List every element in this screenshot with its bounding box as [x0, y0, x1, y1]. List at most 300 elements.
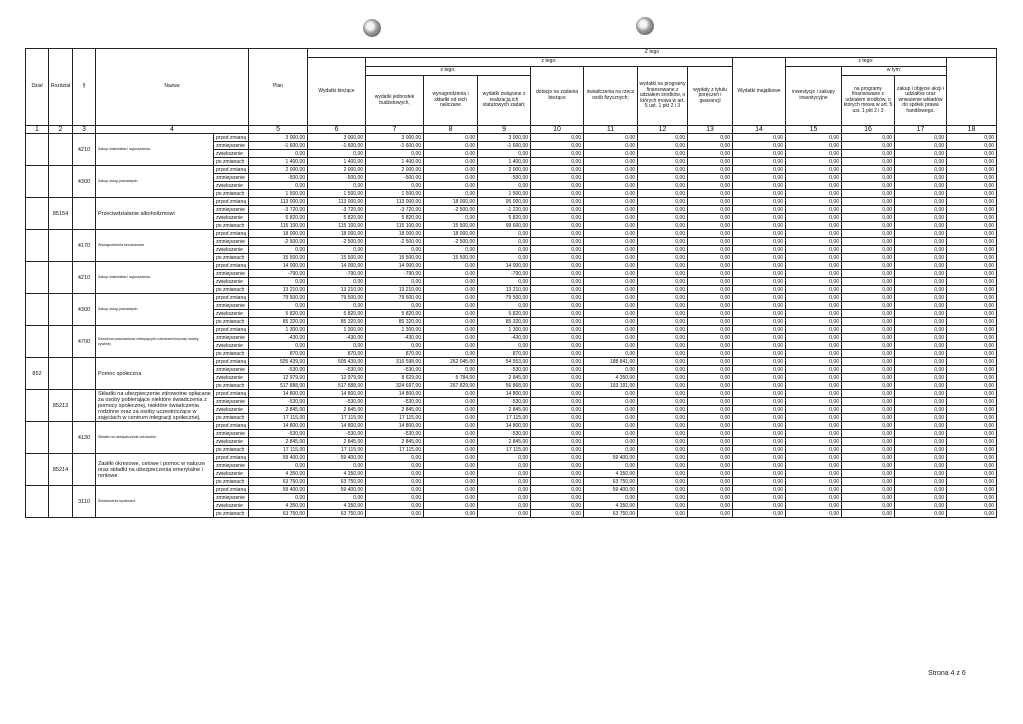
value-cell: 0,00 — [424, 366, 478, 374]
value-cell: 0,00 — [842, 326, 895, 334]
value-cell: 0,00 — [688, 278, 733, 286]
value-cell: 0,00 — [947, 238, 997, 246]
value-cell: 0,00 — [842, 150, 895, 158]
value-cell: 0,00 — [478, 246, 531, 254]
value-cell: 0,00 — [733, 134, 786, 142]
value-cell: 0,00 — [688, 294, 733, 302]
value-cell: 63 750,00 — [584, 510, 638, 518]
value-cell: 0,00 — [584, 238, 638, 246]
value-cell: 0,00 — [638, 366, 688, 374]
value-cell: 0,00 — [786, 398, 842, 406]
value-cell: 0,00 — [895, 318, 947, 326]
value-cell: 1 400,00 — [249, 158, 308, 166]
table-row — [26, 326, 997, 334]
value-cell: 15 500,00 — [424, 254, 478, 262]
value-cell: 0,00 — [531, 366, 584, 374]
value-cell: 17 115,00 — [366, 414, 424, 422]
value-cell: 0,00 — [842, 214, 895, 222]
value-cell: -1 600,00 — [366, 142, 424, 150]
value-cell: 0,00 — [842, 486, 895, 494]
value-cell: 0,00 — [842, 230, 895, 238]
value-cell: 0,00 — [531, 142, 584, 150]
value-cell: 0,00 — [366, 150, 424, 158]
value-cell: 0,00 — [842, 310, 895, 318]
value-cell: 0,00 — [531, 286, 584, 294]
value-cell: 0,00 — [947, 142, 997, 150]
column-number: 2 — [49, 126, 73, 134]
row-label: zwiększenie — [214, 214, 249, 222]
value-cell: 0,00 — [584, 246, 638, 254]
header-programy-majatkowe: na programy finansowane z udziałem środków, o których mowa w art. 5 ust. 1 pkt 2 i 3 — [842, 76, 895, 126]
value-cell: 0,00 — [424, 262, 478, 270]
header-z-tego-top: Z tego — [308, 49, 997, 58]
row-label: przed zmianą — [214, 422, 249, 430]
value-cell: 0,00 — [842, 358, 895, 366]
value-cell: 0,00 — [842, 430, 895, 438]
header-wydatki-majatkowe: Wydatki majątkowe — [733, 58, 786, 126]
value-cell: 0,00 — [638, 390, 688, 398]
value-cell: 0,00 — [638, 198, 688, 206]
row-label: po zmianach — [214, 190, 249, 198]
value-cell: 0,00 — [733, 294, 786, 302]
value-cell: 5 820,00 — [366, 214, 424, 222]
value-cell: 0,00 — [786, 166, 842, 174]
table-row — [26, 230, 997, 238]
value-cell: 0,00 — [308, 150, 366, 158]
value-cell: 0,00 — [688, 270, 733, 278]
value-cell: 0,00 — [688, 222, 733, 230]
value-cell: 0,00 — [842, 278, 895, 286]
value-cell: 0,00 — [688, 438, 733, 446]
value-cell: 0,00 — [531, 254, 584, 262]
value-cell: 5 820,00 — [308, 214, 366, 222]
row-label: po zmianach — [214, 350, 249, 358]
value-cell: 0,00 — [584, 286, 638, 294]
value-cell: 0,00 — [947, 446, 997, 454]
value-cell: 316 598,00 — [366, 358, 424, 366]
row-label: przed zmianą — [214, 294, 249, 302]
value-cell: 17 115,00 — [308, 414, 366, 422]
value-cell: 0,00 — [786, 206, 842, 214]
value-cell: 0,00 — [531, 238, 584, 246]
value-cell: 5 820,00 — [308, 310, 366, 318]
value-cell: 0,00 — [688, 238, 733, 246]
row-label: zmniejszenie — [214, 398, 249, 406]
row-label: zmniejszenie — [214, 174, 249, 182]
value-cell: 0,00 — [733, 430, 786, 438]
value-cell: 0,00 — [424, 318, 478, 326]
value-cell: 0,00 — [424, 446, 478, 454]
value-cell: 17 115,00 — [308, 446, 366, 454]
value-cell: 0,00 — [249, 342, 308, 350]
row-label: przed zmianą — [214, 326, 249, 334]
header-swiadczenia: świadczenia na rzecz osób fizycznych; — [584, 67, 638, 126]
value-cell: 0,00 — [308, 182, 366, 190]
rozdzial-cell — [49, 262, 73, 294]
header-dzial: Dział — [26, 49, 49, 126]
value-cell: 0,00 — [895, 510, 947, 518]
punch-hole-left — [363, 19, 381, 37]
value-cell: 0,00 — [638, 174, 688, 182]
value-cell: 0,00 — [584, 142, 638, 150]
value-cell: 0,00 — [688, 422, 733, 430]
value-cell: 0,00 — [895, 190, 947, 198]
value-cell: 0,00 — [786, 294, 842, 302]
value-cell: 0,00 — [531, 214, 584, 222]
value-cell: 0,00 — [895, 246, 947, 254]
value-cell: 0,00 — [531, 310, 584, 318]
paragraf-cell: 4210 — [73, 262, 96, 294]
dzial-cell — [26, 454, 49, 486]
value-cell: 0,00 — [638, 326, 688, 334]
value-cell: 0,00 — [638, 278, 688, 286]
value-cell: 0,00 — [638, 222, 688, 230]
column-number: 8 — [424, 126, 478, 134]
value-cell: 0,00 — [531, 166, 584, 174]
value-cell: 0,00 — [786, 390, 842, 398]
value-cell: 0,00 — [842, 454, 895, 462]
value-cell: 0,00 — [531, 134, 584, 142]
value-cell: 0,00 — [733, 438, 786, 446]
value-cell: 1 300,00 — [366, 326, 424, 334]
row-label: po zmianach — [214, 478, 249, 486]
value-cell: 0,00 — [424, 182, 478, 190]
value-cell: 2 845,00 — [366, 406, 424, 414]
value-cell: 0,00 — [842, 494, 895, 502]
value-cell: 0,00 — [531, 382, 584, 390]
value-cell: 0,00 — [531, 342, 584, 350]
value-cell: 0,00 — [688, 174, 733, 182]
value-cell: 15 500,00 — [424, 222, 478, 230]
value-cell: 0,00 — [895, 294, 947, 302]
value-cell: 0,00 — [366, 470, 424, 478]
rozdzial-cell — [49, 166, 73, 198]
value-cell: 0,00 — [584, 150, 638, 158]
name-cell: Zakup usług pozostałych — [96, 294, 214, 326]
value-cell: 0,00 — [308, 302, 366, 310]
value-cell: 0,00 — [733, 334, 786, 342]
value-cell: 0,00 — [688, 494, 733, 502]
value-cell: 0,00 — [424, 150, 478, 158]
value-cell: 0,00 — [895, 422, 947, 430]
value-cell: 0,00 — [584, 422, 638, 430]
value-cell: 113 000,00 — [249, 198, 308, 206]
value-cell: 0,00 — [688, 158, 733, 166]
dzial-cell — [26, 390, 49, 422]
value-cell: 0,00 — [786, 422, 842, 430]
value-cell: 0,00 — [733, 494, 786, 502]
value-cell: 0,00 — [638, 310, 688, 318]
value-cell: -790,00 — [366, 270, 424, 278]
value-cell: 0,00 — [584, 462, 638, 470]
header-zwiazane: wydatki związane z realizacją ich statutowych zadań; — [478, 76, 531, 126]
value-cell: -530,00 — [308, 366, 366, 374]
value-cell: 0,00 — [638, 134, 688, 142]
value-cell: 0,00 — [895, 438, 947, 446]
value-cell: -530,00 — [366, 366, 424, 374]
value-cell: 0,00 — [478, 254, 531, 262]
value-cell: 0,00 — [688, 198, 733, 206]
value-cell: 79 500,00 — [366, 294, 424, 302]
value-cell: 0,00 — [733, 398, 786, 406]
value-cell: 0,00 — [424, 454, 478, 462]
value-cell: 0,00 — [733, 182, 786, 190]
value-cell: 14 800,00 — [308, 422, 366, 430]
value-cell: 0,00 — [308, 494, 366, 502]
value-cell: 0,00 — [947, 270, 997, 278]
rozdzial-cell — [49, 486, 73, 518]
value-cell: 0,00 — [786, 382, 842, 390]
value-cell: 0,00 — [688, 366, 733, 374]
value-cell: 0,00 — [424, 342, 478, 350]
value-cell: 79 500,00 — [478, 294, 531, 302]
value-cell: 1 500,00 — [249, 190, 308, 198]
value-cell: 0,00 — [584, 278, 638, 286]
value-cell: 0,00 — [531, 414, 584, 422]
value-cell: 0,00 — [895, 350, 947, 358]
value-cell: 0,00 — [947, 174, 997, 182]
value-cell: 4 350,00 — [584, 374, 638, 382]
name-cell: Świadczenia społeczne — [96, 486, 214, 518]
value-cell: 18 000,00 — [366, 230, 424, 238]
value-cell: 0,00 — [688, 502, 733, 510]
value-cell: 0,00 — [842, 470, 895, 478]
budget-table — [25, 48, 997, 518]
value-cell: 0,00 — [895, 270, 947, 278]
value-cell: -530,00 — [308, 398, 366, 406]
value-cell: 870,00 — [308, 350, 366, 358]
value-cell: 0,00 — [424, 398, 478, 406]
value-cell: 0,00 — [366, 486, 424, 494]
value-cell: 0,00 — [786, 158, 842, 166]
header-paragraf: § — [73, 49, 96, 126]
value-cell: 0,00 — [947, 406, 997, 414]
value-cell: 59 400,00 — [249, 486, 308, 494]
value-cell: 3 000,00 — [249, 134, 308, 142]
value-cell: 0,00 — [584, 494, 638, 502]
value-cell: 0,00 — [249, 302, 308, 310]
value-cell: 0,00 — [842, 406, 895, 414]
value-cell: -2 500,00 — [249, 238, 308, 246]
value-cell: 0,00 — [842, 374, 895, 382]
value-cell: 0,00 — [688, 318, 733, 326]
value-cell: -530,00 — [478, 430, 531, 438]
name-cell: Zakup usług pozostałych — [96, 166, 214, 198]
value-cell: 0,00 — [947, 342, 997, 350]
value-cell: 0,00 — [733, 270, 786, 278]
value-cell: 13 210,00 — [366, 286, 424, 294]
value-cell: 85 320,00 — [249, 318, 308, 326]
value-cell: 0,00 — [842, 350, 895, 358]
value-cell: -500,00 — [308, 174, 366, 182]
row-label: zwiększenie — [214, 342, 249, 350]
value-cell: 0,00 — [688, 334, 733, 342]
table-body — [26, 134, 997, 518]
value-cell: 17 115,00 — [366, 446, 424, 454]
value-cell: 0,00 — [895, 334, 947, 342]
value-cell: 0,00 — [895, 358, 947, 366]
value-cell: 14 000,00 — [478, 262, 531, 270]
table-row — [26, 486, 997, 494]
value-cell: 0,00 — [947, 190, 997, 198]
value-cell: 0,00 — [842, 366, 895, 374]
value-cell: 85 320,00 — [366, 318, 424, 326]
value-cell: 0,00 — [947, 206, 997, 214]
row-label: zmniejszenie — [214, 430, 249, 438]
value-cell: 0,00 — [688, 382, 733, 390]
column-number: 16 — [842, 126, 895, 134]
value-cell: 0,00 — [786, 198, 842, 206]
table-row — [26, 358, 997, 366]
value-cell: 0,00 — [584, 446, 638, 454]
value-cell: -530,00 — [478, 398, 531, 406]
dzial-cell — [26, 486, 49, 518]
value-cell: 0,00 — [638, 262, 688, 270]
value-cell: 0,00 — [786, 238, 842, 246]
value-cell: 0,00 — [584, 182, 638, 190]
value-cell: 14 000,00 — [366, 262, 424, 270]
value-cell: 0,00 — [366, 494, 424, 502]
value-cell: 0,00 — [424, 390, 478, 398]
value-cell: 0,00 — [733, 278, 786, 286]
value-cell: 0,00 — [733, 206, 786, 214]
table-row — [26, 454, 997, 462]
dzial-cell — [26, 230, 49, 262]
value-cell: 0,00 — [786, 270, 842, 278]
value-cell: 0,00 — [786, 446, 842, 454]
value-cell: 0,00 — [786, 134, 842, 142]
value-cell: 0,00 — [842, 174, 895, 182]
dzial-cell — [26, 134, 49, 166]
value-cell: 18 000,00 — [424, 230, 478, 238]
value-cell: 0,00 — [733, 478, 786, 486]
value-cell: 0,00 — [733, 142, 786, 150]
value-cell: 2 845,00 — [478, 406, 531, 414]
table-row — [26, 198, 997, 206]
value-cell: 56 868,00 — [478, 382, 531, 390]
value-cell: -530,00 — [478, 366, 531, 374]
value-cell: 0,00 — [895, 326, 947, 334]
value-cell: 0,00 — [584, 174, 638, 182]
value-cell: 0,00 — [688, 150, 733, 158]
value-cell: 0,00 — [947, 246, 997, 254]
value-cell: 0,00 — [786, 174, 842, 182]
value-cell: 0,00 — [688, 230, 733, 238]
row-label: przed zmianą — [214, 230, 249, 238]
value-cell: 0,00 — [786, 414, 842, 422]
value-cell: 0,00 — [786, 462, 842, 470]
value-cell: 0,00 — [733, 350, 786, 358]
value-cell: 0,00 — [947, 382, 997, 390]
column-number: 6 — [308, 126, 366, 134]
value-cell: 0,00 — [947, 430, 997, 438]
value-cell: 0,00 — [424, 486, 478, 494]
value-cell: 0,00 — [733, 342, 786, 350]
value-cell: 0,00 — [638, 254, 688, 262]
value-cell: 13 210,00 — [308, 286, 366, 294]
value-cell: 0,00 — [842, 414, 895, 422]
value-cell: 0,00 — [688, 142, 733, 150]
value-cell: 0,00 — [947, 398, 997, 406]
value-cell: 0,00 — [733, 150, 786, 158]
column-number: 11 — [584, 126, 638, 134]
value-cell: 0,00 — [688, 454, 733, 462]
value-cell: 0,00 — [424, 430, 478, 438]
value-cell: 5 784,00 — [424, 374, 478, 382]
value-cell: 0,00 — [424, 350, 478, 358]
value-cell: 115 100,00 — [366, 222, 424, 230]
value-cell: 0,00 — [638, 494, 688, 502]
value-cell: 0,00 — [947, 414, 997, 422]
value-cell: 0,00 — [895, 366, 947, 374]
row-label: zwiększenie — [214, 502, 249, 510]
value-cell: 0,00 — [424, 190, 478, 198]
value-cell: 0,00 — [424, 470, 478, 478]
value-cell: 0,00 — [947, 214, 997, 222]
value-cell: 0,00 — [424, 478, 478, 486]
value-cell: 0,00 — [947, 454, 997, 462]
row-label: zwiększenie — [214, 310, 249, 318]
value-cell: 0,00 — [638, 158, 688, 166]
value-cell: 0,00 — [947, 150, 997, 158]
value-cell: 0,00 — [424, 502, 478, 510]
value-cell: 0,00 — [842, 286, 895, 294]
row-label: przed zmianą — [214, 262, 249, 270]
value-cell: 0,00 — [947, 222, 997, 230]
value-cell: 0,00 — [842, 134, 895, 142]
row-label: zwiększenie — [214, 150, 249, 158]
value-cell: 0,00 — [638, 334, 688, 342]
row-label: po zmianach — [214, 318, 249, 326]
value-cell: 505 439,00 — [308, 358, 366, 366]
value-cell: 1 400,00 — [366, 158, 424, 166]
value-cell: 0,00 — [895, 414, 947, 422]
value-cell: 0,00 — [478, 462, 531, 470]
value-cell: 14 800,00 — [478, 390, 531, 398]
value-cell: -430,00 — [308, 334, 366, 342]
value-cell: 0,00 — [895, 206, 947, 214]
value-cell: 0,00 — [786, 230, 842, 238]
value-cell: -790,00 — [478, 270, 531, 278]
value-cell: 0,00 — [638, 454, 688, 462]
value-cell: 0,00 — [531, 358, 584, 366]
value-cell: 0,00 — [733, 238, 786, 246]
value-cell: 0,00 — [584, 262, 638, 270]
value-cell: -3 720,00 — [366, 206, 424, 214]
value-cell: -430,00 — [366, 334, 424, 342]
value-cell: 0,00 — [638, 398, 688, 406]
column-number: 15 — [786, 126, 842, 134]
value-cell: 0,00 — [842, 254, 895, 262]
value-cell: -2 500,00 — [366, 238, 424, 246]
value-cell: 0,00 — [688, 446, 733, 454]
value-cell: 0,00 — [308, 342, 366, 350]
name-cell: Składki na ubezpieczenie zdrowotne opłacane za osoby pobierające niektóre świadczenia z pomocy społecznej, niektóre świadczenia rodzinne oraz za osoby uczestniczące w zajęciach w centrum integracji społecznej. — [96, 390, 214, 422]
value-cell: 0,00 — [786, 278, 842, 286]
value-cell: 17 115,00 — [249, 414, 308, 422]
row-label: przed zmianą — [214, 486, 249, 494]
value-cell: 0,00 — [895, 486, 947, 494]
value-cell: -3 720,00 — [249, 206, 308, 214]
value-cell: 2 000,00 — [478, 166, 531, 174]
value-cell: 0,00 — [366, 454, 424, 462]
value-cell: 0,00 — [638, 142, 688, 150]
value-cell: 13 210,00 — [478, 286, 531, 294]
value-cell: 0,00 — [638, 478, 688, 486]
value-cell: 0,00 — [638, 470, 688, 478]
value-cell: 0,00 — [842, 142, 895, 150]
table-row — [26, 134, 997, 142]
